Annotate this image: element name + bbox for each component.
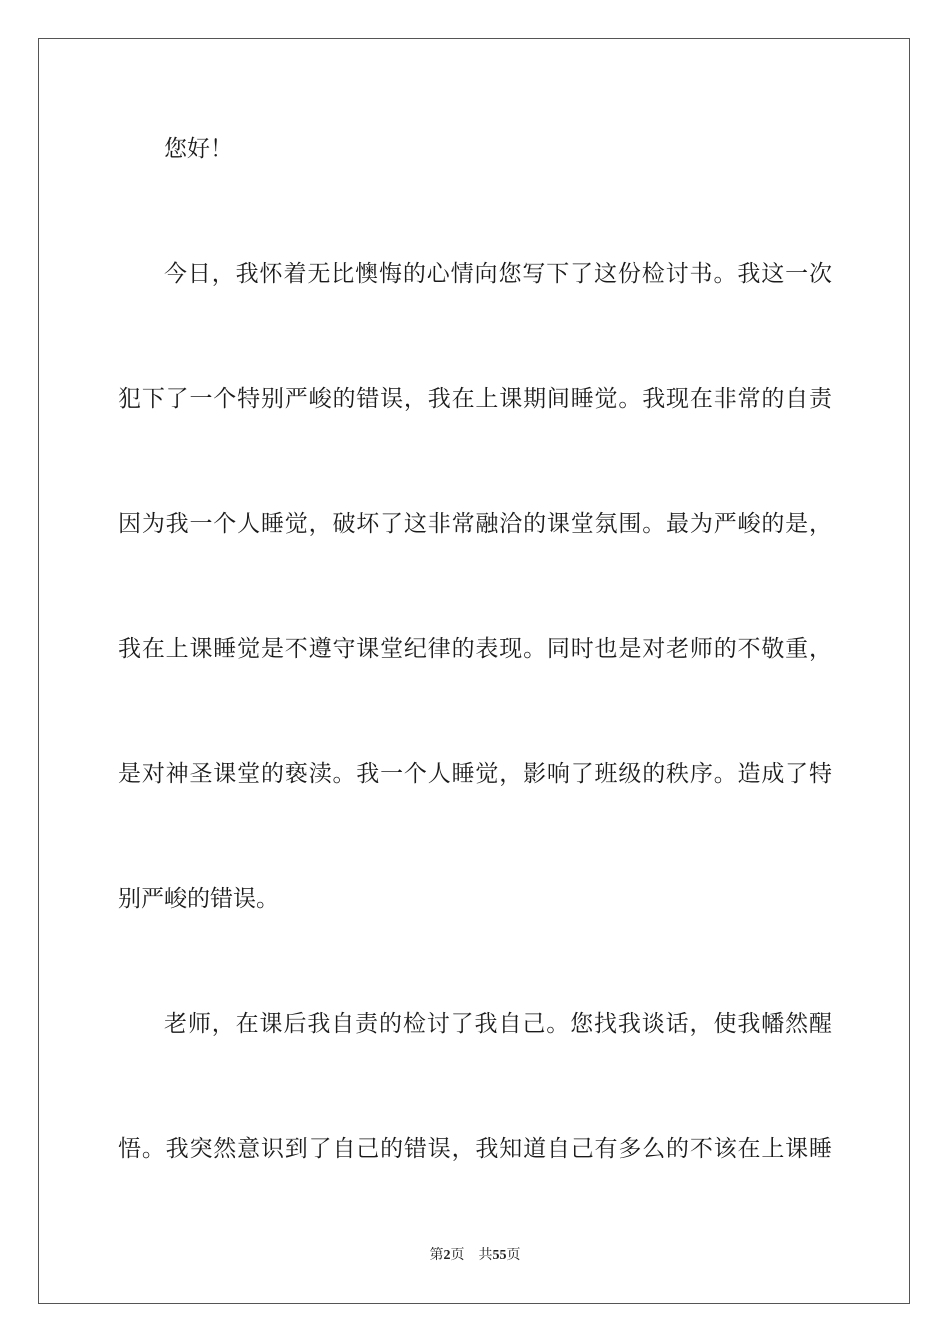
paragraph-2-line-1: 老师，在课后我自责的检讨了我自己。您找我谈话，使我幡然醒: [164, 1011, 832, 1037]
page-footer: [0, 1246, 950, 1265]
total-suffix: 页: [506, 1247, 521, 1263]
paragraph-1-line-5: 是对神圣课堂的亵渎。我一个人睡觉，影响了班级的秩序。造成了特: [118, 761, 832, 787]
total-pages: 55: [492, 1248, 507, 1263]
paragraph-1-line-6: 别严峻的错误。: [118, 886, 279, 912]
paragraph-1-line-4: 我在上课睡觉是不遵守课堂纪律的表现。同时也是对老师的不敬重，: [118, 636, 832, 662]
page-frame: [38, 38, 910, 1304]
paragraph-1-line-2: 犯下了一个特别严峻的错误，我在上课期间睡觉。我现在非常的自责: [118, 386, 832, 412]
greeting-line: 您好！: [164, 136, 233, 162]
total-prefix: 共: [478, 1247, 493, 1263]
paragraph-1-line-3: 因为我一个人睡觉，破坏了这非常融洽的课堂氛围。最为严峻的是，: [118, 511, 832, 537]
paragraph-1-line-1: 今日，我怀着无比懊悔的心情向您写下了这份检讨书。我这一次: [164, 261, 832, 287]
page-suffix: 页: [450, 1247, 465, 1263]
page-number: 2: [443, 1248, 451, 1263]
paragraph-2-line-2: 悟。我突然意识到了自己的错误，我知道自己有多么的不该在上课睡: [118, 1136, 832, 1162]
page-prefix: 第: [429, 1247, 444, 1263]
